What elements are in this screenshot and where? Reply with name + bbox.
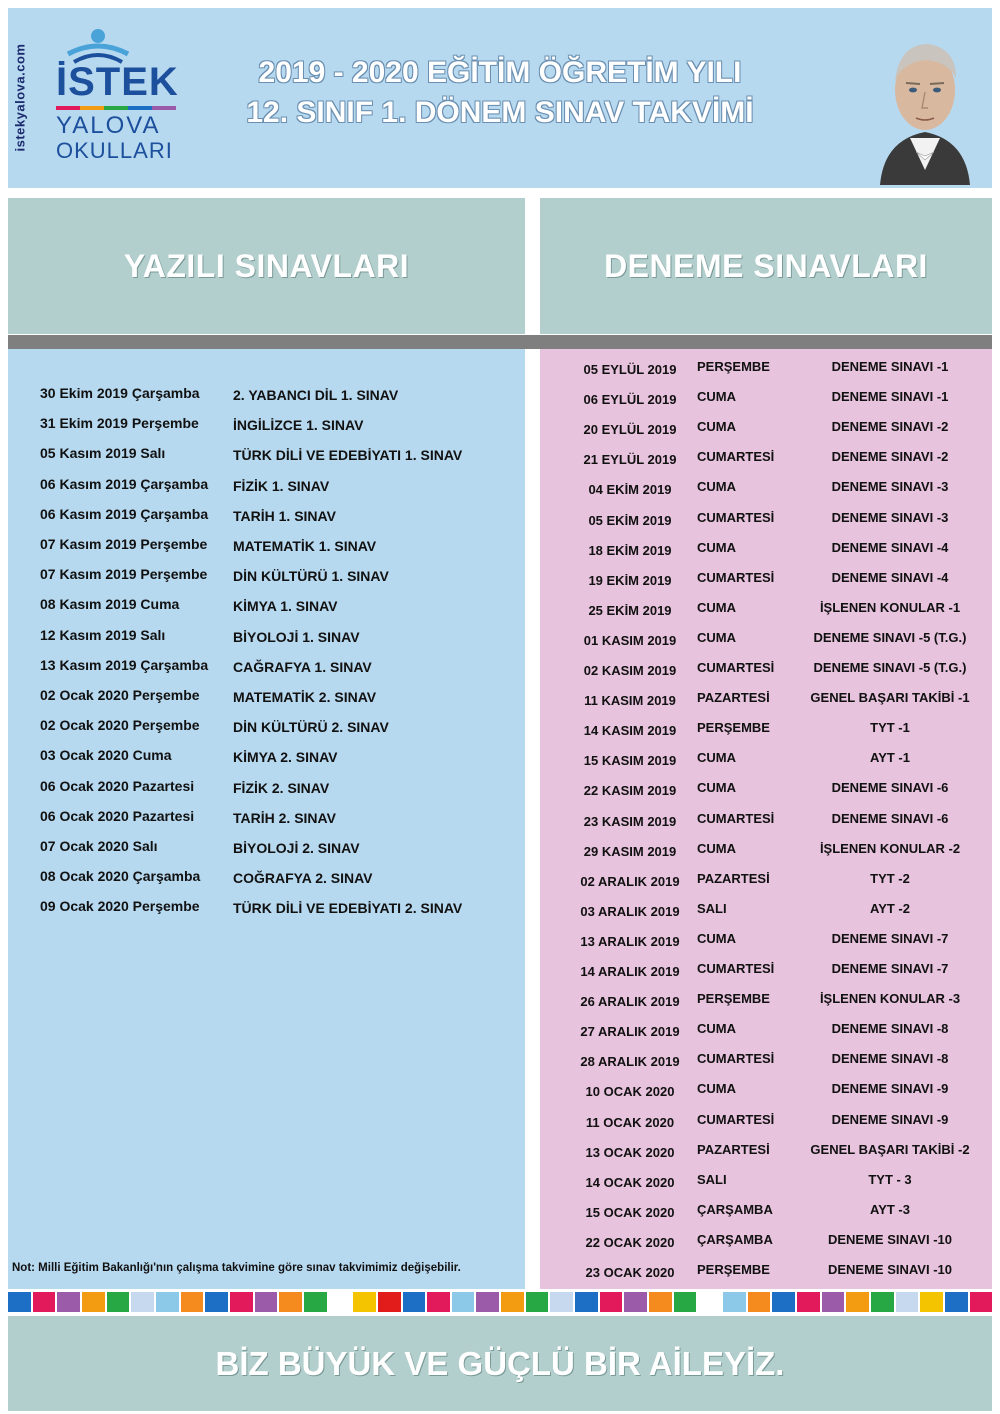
website-url — [10, 30, 28, 180]
exam-subject: BİYOLOJİ 2. SINAV — [233, 840, 360, 856]
color-square — [526, 1292, 549, 1312]
table-row — [540, 811, 992, 841]
exam-name: DENEME SINAVI -10 — [827, 1231, 952, 1247]
table-row — [8, 566, 525, 596]
table-row — [540, 841, 992, 871]
exam-name: DENEME SINAVI -9 — [831, 1111, 949, 1127]
table-row — [8, 506, 525, 536]
color-square — [871, 1292, 894, 1312]
color-square — [82, 1292, 105, 1312]
color-square — [649, 1292, 672, 1312]
exam-date: 14 KASIM 2019 — [583, 723, 677, 739]
color-square — [501, 1292, 524, 1312]
color-square — [452, 1292, 475, 1312]
exam-subject: İNGİLİZCE 1. SINAV — [233, 417, 364, 434]
exam-name: İŞLENEN KONULAR -1 — [819, 599, 961, 615]
exam-name: DENEME SINAVI -2 — [831, 449, 949, 465]
color-square — [33, 1292, 56, 1312]
color-square — [896, 1292, 919, 1312]
exam-date: 15 KASIM 2019 — [583, 753, 677, 769]
exam-date: 08 Ocak 2020 Çarşamba — [40, 868, 201, 885]
table-row — [540, 1021, 992, 1051]
table-row — [540, 660, 992, 690]
exam-subject: KİMYA 1. SINAV — [233, 598, 338, 615]
page-title-line-2: 12. SINIF 1. DÖNEM SINAV TAKVİMİ — [246, 96, 754, 129]
table-row — [540, 690, 992, 720]
table-row — [8, 808, 525, 838]
page-title-line-1: 2019 - 2020 EĞİTİM ÖĞRETİM YILI — [258, 56, 742, 89]
table-row — [540, 901, 992, 931]
school-logo — [40, 24, 190, 174]
color-square — [674, 1292, 697, 1312]
exam-date: 06 Kasım 2019 Çarşamba — [40, 505, 209, 522]
exam-date: 08 Kasım 2019 Cuma — [40, 596, 180, 613]
exam-subject: TÜRK DİLİ VE EDEBİYATI 1. SINAV — [233, 447, 463, 464]
exam-date: 31 Ekim 2019 Perşembe — [40, 415, 199, 432]
table-row — [540, 750, 992, 780]
exam-date: 22 OCAK 2020 — [585, 1234, 675, 1250]
table-row — [540, 991, 992, 1021]
exam-date: 18 EKİM 2019 — [588, 542, 672, 558]
exam-weekday: ÇARŞAMBA — [697, 1201, 773, 1217]
exam-date: 13 OCAK 2020 — [585, 1144, 675, 1160]
exam-date: 05 EKİM 2019 — [588, 512, 672, 528]
table-row — [540, 449, 992, 479]
color-square — [279, 1292, 302, 1312]
exam-weekday: CUMARTESİ — [697, 961, 775, 976]
portrait-image — [870, 20, 980, 185]
exam-subject: FİZİK 1. SINAV — [233, 477, 330, 494]
color-square — [748, 1292, 771, 1312]
color-square — [255, 1292, 278, 1312]
color-square — [131, 1292, 154, 1312]
table-row — [8, 627, 525, 657]
table-row — [540, 630, 992, 660]
exam-weekday: PERŞEMBE — [697, 720, 770, 736]
written-exams-panel — [8, 349, 525, 1289]
color-square — [550, 1292, 573, 1312]
color-square — [205, 1292, 228, 1312]
exam-date: 04 EKİM 2019 — [588, 482, 672, 498]
exam-date: 11 KASIM 2019 — [584, 693, 676, 709]
table-row — [540, 1081, 992, 1111]
exam-name: DENEME SINAVI -7 — [831, 961, 949, 976]
exam-weekday: PERŞEMBE — [697, 991, 770, 1007]
exam-subject: MATEMATİK 1. SINAV — [233, 538, 377, 554]
table-row — [8, 717, 525, 747]
footer-slogan: BİZ BÜYÜK VE GÜÇLÜ BİR AİLEYİZ. — [8, 1316, 992, 1411]
color-square — [600, 1292, 623, 1312]
exam-name: DENEME SINAVI -1 — [831, 389, 949, 405]
exam-name: DENEME SINAVI -6 — [831, 780, 949, 796]
exam-weekday: CUMA — [697, 780, 736, 796]
exam-name: DENEME SINAVI -5 (T.G.) — [813, 629, 967, 645]
table-row — [540, 570, 992, 600]
note-text: Not: Milli Eğitim Bakanlığı'nın çalışma takvimine göre sınav takvimimiz değişebilir. — [12, 1262, 461, 1274]
table-row — [8, 385, 525, 415]
exam-name: DENEME SINAVI -10 — [827, 1262, 952, 1277]
exam-subject: KİMYA 2. SINAV — [233, 749, 338, 766]
color-square — [156, 1292, 179, 1312]
exam-date: 25 EKİM 2019 — [588, 602, 672, 618]
exam-name: DENEME SINAVI -4 — [831, 539, 949, 555]
exam-date: 13 Kasım 2019 Çarşamba — [40, 656, 209, 673]
exam-weekday: CUMA — [697, 629, 736, 645]
color-square — [427, 1292, 450, 1312]
exam-date: 02 KASIM 2019 — [583, 663, 677, 678]
exam-date: 02 Ocak 2020 Perşembe — [40, 717, 200, 734]
table-row — [540, 540, 992, 570]
color-square — [698, 1292, 721, 1312]
exam-date: 07 Ocak 2020 Salı — [40, 838, 158, 854]
exam-date: 09 Ocak 2020 Perşembe — [40, 898, 200, 915]
exam-name: İŞLENEN KONULAR -2 — [819, 840, 961, 856]
practice-exams-panel — [540, 349, 992, 1289]
exam-date: 07 Kasım 2019 Perşembe — [40, 566, 208, 583]
exam-date: 06 Ocak 2020 Pazartesi — [40, 807, 195, 824]
exam-weekday: CUMARTESİ — [697, 449, 775, 465]
exam-subject: DİN KÜLTÜRÜ 2. SINAV — [233, 719, 389, 736]
exam-date: 05 Kasım 2019 Salı — [40, 445, 166, 462]
exam-subject: 2. YABANCI DİL 1. SINAV — [233, 387, 399, 403]
table-row — [8, 657, 525, 687]
exam-date: 15 OCAK 2020 — [585, 1204, 675, 1220]
exam-weekday: PAZARTESİ — [697, 1141, 770, 1157]
exam-name: DENEME SINAVI -2 — [831, 419, 949, 435]
exam-weekday: CUMA — [697, 389, 736, 405]
exam-weekday: SALI — [697, 1171, 727, 1187]
exam-subject: TARİH 2. SINAV — [233, 809, 336, 826]
table-row — [540, 359, 992, 389]
exam-weekday: CUMA — [697, 539, 736, 555]
exam-weekday: CUMARTESİ — [697, 810, 775, 826]
exam-weekday: CUMA — [697, 599, 736, 615]
logo-okullari-text: OKULLARI — [56, 138, 173, 163]
color-square — [575, 1292, 598, 1312]
color-square — [181, 1292, 204, 1312]
exam-date: 23 OCAK 2020 — [585, 1265, 675, 1280]
exam-name: GENEL BAŞARI TAKİBİ -1 — [810, 690, 970, 706]
website-url-text: istekyalova.com — [12, 43, 28, 152]
exam-weekday: PAZARTESİ — [697, 690, 770, 706]
table-row — [540, 1262, 992, 1292]
exam-name: AYT -1 — [870, 750, 910, 766]
color-square — [624, 1292, 647, 1312]
exam-name: DENEME SINAVI -5 (T.G.) — [813, 660, 967, 675]
exam-date: 07 Kasım 2019 Perşembe — [40, 536, 208, 552]
color-square — [230, 1292, 253, 1312]
divider-bar — [8, 335, 992, 349]
exam-weekday: PAZARTESİ — [697, 870, 770, 886]
book-person-icon — [40, 24, 190, 64]
table-row — [540, 389, 992, 419]
exam-name: DENEME SINAVI -7 — [831, 930, 949, 946]
table-row — [540, 1202, 992, 1232]
exam-name: DENEME SINAVI -8 — [831, 1021, 949, 1037]
color-square — [920, 1292, 943, 1312]
color-square — [378, 1292, 401, 1312]
exam-name: DENEME SINAVI -6 — [831, 810, 949, 826]
exam-name: AYT -2 — [870, 900, 910, 916]
exam-date: 19 EKİM 2019 — [588, 572, 672, 588]
exam-weekday: CUMA — [697, 1021, 736, 1037]
exam-name: İŞLENEN KONULAR -3 — [819, 991, 961, 1007]
exam-date: 05 EYLÜL 2019 — [583, 362, 677, 377]
table-row — [540, 720, 992, 750]
logo-color-line — [56, 106, 176, 110]
table-row — [540, 961, 992, 991]
table-row — [540, 1142, 992, 1172]
table-row — [8, 596, 525, 626]
exam-date: 14 ARALIK 2019 — [580, 964, 680, 979]
exam-date: 01 KASIM 2019 — [583, 632, 677, 648]
exam-date: 30 Ekim 2019 Çarşamba — [40, 385, 200, 401]
color-square — [797, 1292, 820, 1312]
exam-subject: MATEMATİK 2. SINAV — [233, 689, 377, 705]
exam-name: DENEME SINAVI -1 — [831, 359, 949, 374]
exam-weekday: CUMA — [697, 419, 736, 435]
logo-yalova-text: YALOVA — [56, 112, 161, 139]
written-exams-heading: YAZILI SINAVLARI — [8, 198, 525, 334]
exam-name: TYT - 3 — [868, 1171, 912, 1187]
exam-date: 03 Ocak 2020 Cuma — [40, 747, 172, 764]
table-row — [8, 747, 525, 777]
exam-name: DENEME SINAVI -9 — [831, 1081, 949, 1097]
color-square — [353, 1292, 376, 1312]
exam-name: DENEME SINAVI -4 — [831, 569, 949, 585]
table-row — [540, 1051, 992, 1081]
color-square — [945, 1292, 968, 1312]
exam-weekday: CUMARTESİ — [697, 569, 775, 585]
exam-date: 21 EYLÜL 2019 — [583, 452, 677, 468]
table-row — [8, 838, 525, 868]
exam-subject: FİZİK 2. SINAV — [233, 779, 330, 796]
exam-date: 29 KASIM 2019 — [583, 843, 677, 859]
exam-date: 23 KASIM 2019 — [583, 813, 677, 829]
table-row — [540, 1112, 992, 1142]
logo-istek-text: İSTEK — [56, 60, 179, 104]
table-row — [540, 419, 992, 449]
exam-date: 26 ARALIK 2019 — [580, 994, 680, 1010]
exam-subject: CAĞRAFYA 1. SINAV — [233, 658, 372, 675]
exam-name: DENEME SINAVI -8 — [831, 1051, 949, 1067]
color-square — [772, 1292, 795, 1312]
color-square — [329, 1292, 352, 1312]
exam-weekday: SALI — [697, 900, 727, 916]
table-row — [540, 510, 992, 540]
table-row — [540, 1232, 992, 1262]
color-square — [304, 1292, 327, 1312]
exam-weekday: CUMA — [697, 840, 736, 856]
exam-name: DENEME SINAVI -3 — [831, 479, 949, 495]
exam-subject: BİYOLOJİ 1. SINAV — [233, 628, 360, 645]
color-strip — [8, 1292, 992, 1314]
practice-exams-heading: DENEME SINAVLARI — [540, 198, 992, 334]
table-row — [8, 536, 525, 566]
exam-weekday: CUMARTESİ — [697, 660, 775, 675]
exam-weekday: CUMARTESİ — [697, 509, 775, 525]
color-square — [57, 1292, 80, 1312]
table-row — [8, 445, 525, 475]
exam-name: GENEL BAŞARI TAKİBİ -2 — [810, 1141, 970, 1157]
table-row — [8, 898, 525, 928]
exam-weekday: CUMARTESİ — [697, 1111, 775, 1127]
table-row — [540, 931, 992, 961]
exam-date: 28 ARALIK 2019 — [580, 1054, 680, 1070]
exam-date: 20 EYLÜL 2019 — [583, 422, 677, 438]
exam-weekday: PERŞEMBE — [697, 359, 770, 374]
table-row — [540, 1172, 992, 1202]
table-row — [8, 778, 525, 808]
exam-date: 10 OCAK 2020 — [585, 1084, 675, 1100]
exam-subject: TARİH 1. SINAV — [233, 507, 336, 524]
table-row — [540, 600, 992, 630]
table-row — [540, 780, 992, 810]
table-row — [8, 476, 525, 506]
exam-date: 02 ARALIK 2019 — [580, 873, 680, 889]
table-row — [8, 687, 525, 717]
color-square — [822, 1292, 845, 1312]
table-row — [540, 871, 992, 901]
exam-name: DENEME SINAVI -3 — [831, 509, 949, 525]
exam-date: 12 Kasım 2019 Salı — [40, 626, 166, 643]
exam-date: 11 OCAK 2020 — [585, 1114, 675, 1130]
exam-name: AYT -3 — [870, 1201, 910, 1217]
exam-date: 06 Ocak 2020 Pazartesi — [40, 777, 195, 794]
table-row — [8, 415, 525, 445]
exam-date: 06 EYLÜL 2019 — [583, 392, 677, 408]
exam-weekday: PERŞEMBE — [697, 1262, 770, 1277]
exam-date: 27 ARALIK 2019 — [580, 1024, 680, 1040]
exam-date: 02 Ocak 2020 Perşembe — [40, 687, 200, 703]
table-row — [540, 479, 992, 509]
color-square — [846, 1292, 869, 1312]
exam-weekday: CUMA — [697, 930, 736, 946]
color-square — [970, 1292, 993, 1312]
color-square — [403, 1292, 426, 1312]
exam-weekday: CUMARTESİ — [697, 1051, 775, 1067]
exam-date: 06 Kasım 2019 Çarşamba — [40, 475, 209, 492]
exam-date: 13 ARALIK 2019 — [580, 933, 680, 949]
exam-weekday: CUMA — [697, 479, 736, 495]
color-square — [476, 1292, 499, 1312]
exam-subject: TÜRK DİLİ VE EDEBİYATI 2. SINAV — [233, 900, 463, 917]
exam-date: 22 KASIM 2019 — [583, 783, 677, 799]
exam-weekday: CUMA — [697, 750, 736, 766]
color-square — [723, 1292, 746, 1312]
color-square — [107, 1292, 130, 1312]
exam-subject: DİN KÜLTÜRÜ 1. SINAV — [233, 568, 389, 585]
color-square — [8, 1292, 31, 1312]
exam-weekday: CUMA — [697, 1081, 736, 1097]
exam-date: 03 ARALIK 2019 — [580, 903, 680, 919]
exam-name: TYT -1 — [870, 720, 910, 736]
exam-weekday: ÇARŞAMBA — [697, 1231, 773, 1247]
exam-subject: COĞRAFYA 2. SINAV — [233, 870, 373, 887]
exam-date: 14 OCAK 2020 — [585, 1174, 675, 1190]
exam-name: TYT -2 — [870, 870, 910, 886]
table-row — [8, 868, 525, 898]
